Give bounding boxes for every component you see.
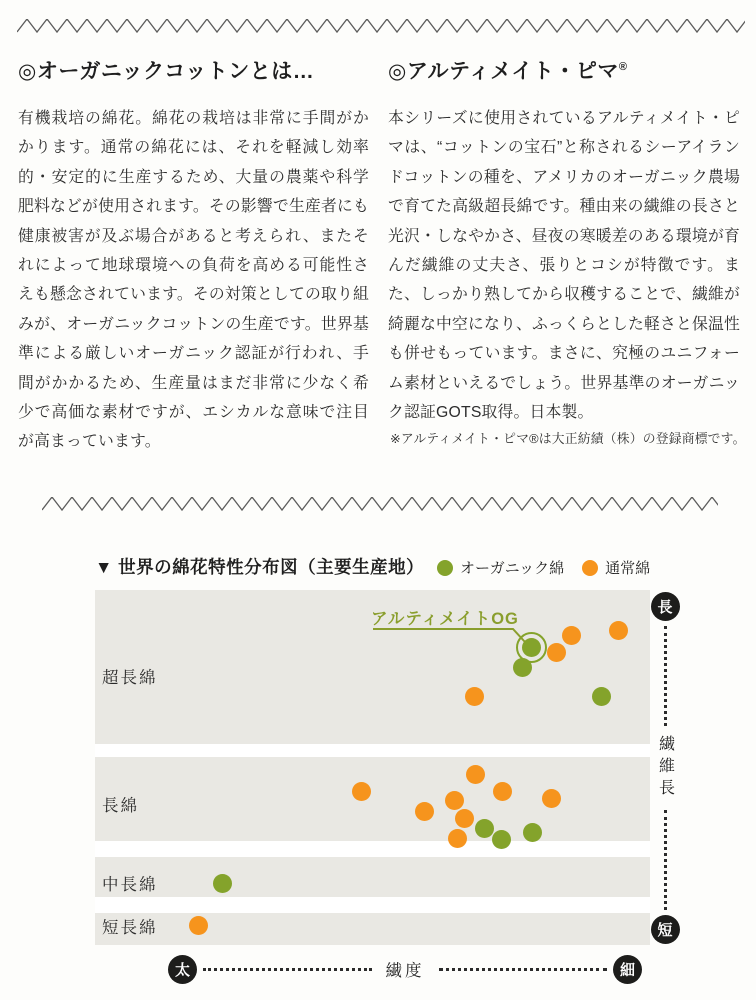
scatter-dot (562, 626, 581, 645)
zigzag-divider (42, 497, 718, 513)
fineness-axis-label: 繊度 (385, 962, 425, 980)
regular-dot-icon (582, 560, 598, 576)
scatter-dot (445, 791, 464, 810)
organic-heading: ◎オーガニックコットンとは… (18, 60, 315, 83)
organic-dot-icon (437, 560, 453, 576)
scatter-dot (542, 789, 561, 808)
scatter-dot (492, 830, 511, 849)
row-band (95, 913, 650, 945)
organic-body: 有機栽培の綿花。綿花の栽培は非常に手間がかかります。通常の綿花には、それを軽減し効率的・安定的に生産するため、大量の農薬や科学肥料などが使用されます。その影響で生産者にも健康被害が及ぶ場合があると考えられ、またそれによって地球環境への負荷を高める可能性さえも懸念されています。その対策としての取り組みが、オーガニックコットンの生産です。世界基準による厳しいオーガニック認証が行われ、手間がかかるため、生産量はまだ非常に少なく希少で高価な素材ですが、エシカルな意味で注目が高まっています。 (18, 110, 369, 451)
annotation-leader-line (365, 620, 537, 652)
dotted-line-vertical-bottom (664, 810, 667, 910)
legend-item-regular (582, 557, 650, 578)
legend-label-organic: オーガニック綿 (460, 560, 565, 577)
scatter-dot (475, 819, 494, 838)
scatter-dot (213, 874, 232, 893)
fiber-length-axis (650, 592, 680, 944)
scatter-dot (592, 687, 611, 706)
row-label: 超長綿 (102, 668, 158, 687)
registered-mark: ® (618, 61, 628, 73)
scatter-dot (513, 658, 532, 677)
scatter-dot (415, 802, 434, 821)
chart-legend (437, 557, 650, 578)
row-band (95, 757, 650, 841)
dotted-line-horizontal-left (203, 968, 372, 971)
scatter-dot (448, 829, 467, 848)
scatter-dot (523, 823, 542, 842)
row-band (95, 857, 650, 897)
dotted-line-horizontal-right (439, 968, 608, 971)
axis-end-long: 長 (651, 592, 680, 621)
legend-item-organic (437, 557, 564, 578)
scatter-dot (547, 643, 566, 662)
fineness-axis (168, 953, 642, 985)
axis-end-short: 短 (651, 915, 680, 944)
pima-heading-text: ◎アルティメイト・ピマ (388, 60, 619, 83)
legend-label-regular: 通常綿 (605, 560, 651, 577)
scatter-dot (455, 809, 474, 828)
scatter-dot (189, 916, 208, 935)
row-label: 長綿 (102, 797, 139, 816)
dotted-line-vertical-top (664, 626, 667, 726)
pima-body: 本シリーズに使用されているアルティメイト・ピマは、“コットンの宝石”と称されるシーアイランドコットンの種を、アメリカのオーガニック農場で育てた高級超長綿です。種由来の繊維の長さと光沢・しなやかさ、昼夜の寒暖差のある環境が育んだ繊維の丈夫さ、張りとコシが特徴です。また、しっかり熟してから収穫することで、繊維が綺麗な中空になり、ふっくらとした軽さと保温性も併せもっています。まさに、究極のユニフォーム素材といえるでしょう。世界基準のオーガニック認証GOTS取得。日本製。 (388, 110, 740, 422)
pima-footnote: ※アルティメイト・ピマ®は大正紡績（株）の登録商標です。 (390, 431, 746, 446)
chart-title: ▼ 世界の綿花特性分布図（主要生産地） (95, 557, 425, 577)
plot-area (95, 590, 650, 945)
row-label: 短長綿 (102, 919, 158, 938)
axis-end-thick: 太 (168, 955, 197, 984)
row-label: 中長綿 (102, 875, 158, 894)
fiber-length-axis-label: 繊維長 (656, 735, 674, 801)
scatter-dot (466, 765, 485, 784)
annotation-label: アルティメイトOG (371, 610, 519, 628)
scatter-dot (465, 687, 484, 706)
zigzag-border-top (17, 19, 745, 35)
axis-end-fine: 細 (613, 955, 642, 984)
pima-heading (388, 55, 628, 85)
